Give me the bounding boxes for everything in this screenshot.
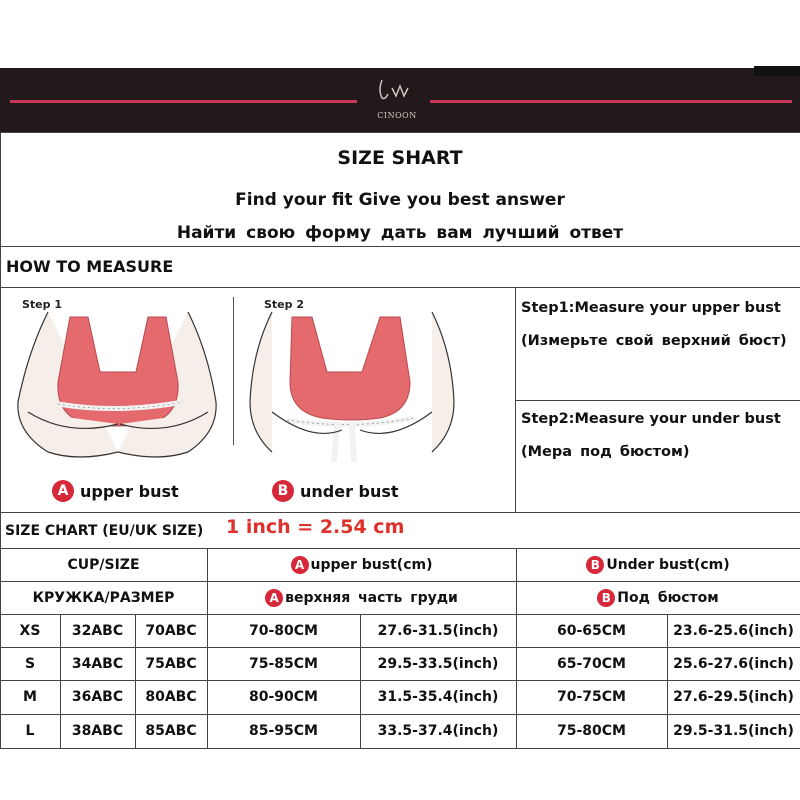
brand-accent-line-right — [430, 100, 792, 103]
upper-cm-cell: 85-95CM — [249, 723, 318, 739]
subtitle-ru: Найти свою форму дать вам лучший ответ — [176, 223, 624, 243]
how-to-measure-heading: HOW TO MEASURE — [6, 257, 174, 276]
size-cell: S — [24, 655, 36, 672]
step2-caption — [272, 480, 399, 502]
step2-caption-text: under bust — [300, 481, 399, 501]
col-header-upper-bust-text: upper bust(cm) — [310, 556, 433, 573]
col-header-cup-size: CUP/SIZE — [67, 556, 140, 573]
badge-a: A — [52, 480, 74, 502]
eu-cup-cell: 75ABC — [145, 655, 197, 672]
under-cm-cell: 60-65CM — [557, 622, 626, 639]
subtitle-en: Find your fit Give you best answer — [235, 190, 565, 210]
col-header-cup-size-ru: КРУЖКА/РАЗМЕР — [32, 589, 175, 606]
divider — [515, 400, 800, 401]
cup-cell: 34ABC — [71, 655, 124, 672]
cup-cell: 38ABC — [71, 723, 124, 739]
col-header-under-bust — [516, 548, 800, 581]
cup-cell: 36ABC — [71, 689, 124, 705]
table-line — [0, 748, 800, 749]
under-cm-cell: 75-80CM — [557, 723, 626, 739]
under-cm-cell: 70-75CM — [557, 689, 626, 705]
step1-tag: Step 1 — [22, 298, 62, 311]
under-cm-cell: 65-70CM — [557, 655, 626, 672]
col-header-upper-bust — [207, 548, 516, 581]
brand-header-bar — [0, 68, 800, 132]
under-inch-cell: 29.5-31.5(inch) — [673, 723, 794, 739]
step2-text-en: Step2:Measure your under bust — [521, 411, 781, 427]
illustration-divider — [233, 297, 234, 445]
step1-text-ru: (Измерьте свой верхний бюст) — [521, 333, 787, 349]
upper-inch-cell: 27.6-31.5(inch) — [377, 622, 499, 639]
page-title: SIZE SHART — [337, 147, 463, 169]
step1-caption-text: upper bust — [80, 481, 179, 501]
upper-cm-cell: 70-80CM — [249, 622, 318, 639]
brand-name: CINOON — [377, 111, 417, 120]
corner-block — [754, 66, 800, 76]
upper-inch-cell: 33.5-37.4(inch) — [377, 723, 499, 739]
badge-b: B — [586, 556, 604, 574]
upper-inch-cell: 29.5-33.5(inch) — [377, 655, 499, 672]
size-chart-label: SIZE CHART (EU/UK SIZE) — [5, 523, 204, 539]
size-cell: M — [23, 689, 37, 705]
inch-conversion-note: 1 inch = 2.54 cm — [226, 516, 405, 538]
divider — [515, 287, 516, 512]
badge-b: B — [272, 480, 294, 502]
divider — [0, 246, 800, 247]
eu-cup-cell: 70ABC — [145, 622, 197, 639]
col-header-under-bust-text: Under bust(cm) — [606, 556, 730, 573]
under-bust-illustration — [242, 312, 462, 462]
badge-a: A — [291, 556, 309, 574]
under-inch-cell: 27.6-29.5(inch) — [673, 689, 794, 705]
badge-a: A — [265, 589, 283, 607]
eu-cup-cell: 80ABC — [145, 689, 197, 705]
divider — [0, 512, 800, 513]
step1-text-en: Step1:Measure your upper bust — [521, 300, 781, 316]
size-cell: XS — [19, 622, 41, 639]
size-cell: L — [25, 723, 35, 739]
col-header-upper-bust-ru — [207, 581, 516, 614]
upper-cm-cell: 80-90CM — [249, 689, 318, 705]
badge-b: B — [597, 589, 615, 607]
col-header-under-bust-ru — [516, 581, 800, 614]
upper-cm-cell: 75-85CM — [249, 655, 318, 672]
brand-accent-line-left — [10, 100, 357, 103]
under-inch-cell: 25.6-27.6(inch) — [673, 655, 794, 672]
divider — [0, 287, 800, 288]
step2-tag: Step 2 — [264, 298, 304, 311]
step2-text-ru: (Мера под бюстом) — [521, 444, 690, 460]
upper-bust-illustration — [8, 312, 228, 462]
upper-inch-cell: 31.5-35.4(inch) — [377, 689, 499, 705]
eu-cup-cell: 85ABC — [145, 723, 197, 739]
brand-logo-icon — [372, 76, 420, 102]
col-header-upper-bust-ru-text: верхняя часть груди — [285, 589, 458, 606]
cup-cell: 32ABC — [71, 622, 124, 639]
under-inch-cell: 23.6-25.6(inch) — [673, 622, 794, 639]
divider — [0, 132, 800, 133]
col-header-under-bust-ru-text: Под бюстом — [617, 589, 719, 606]
step1-caption — [52, 480, 179, 502]
